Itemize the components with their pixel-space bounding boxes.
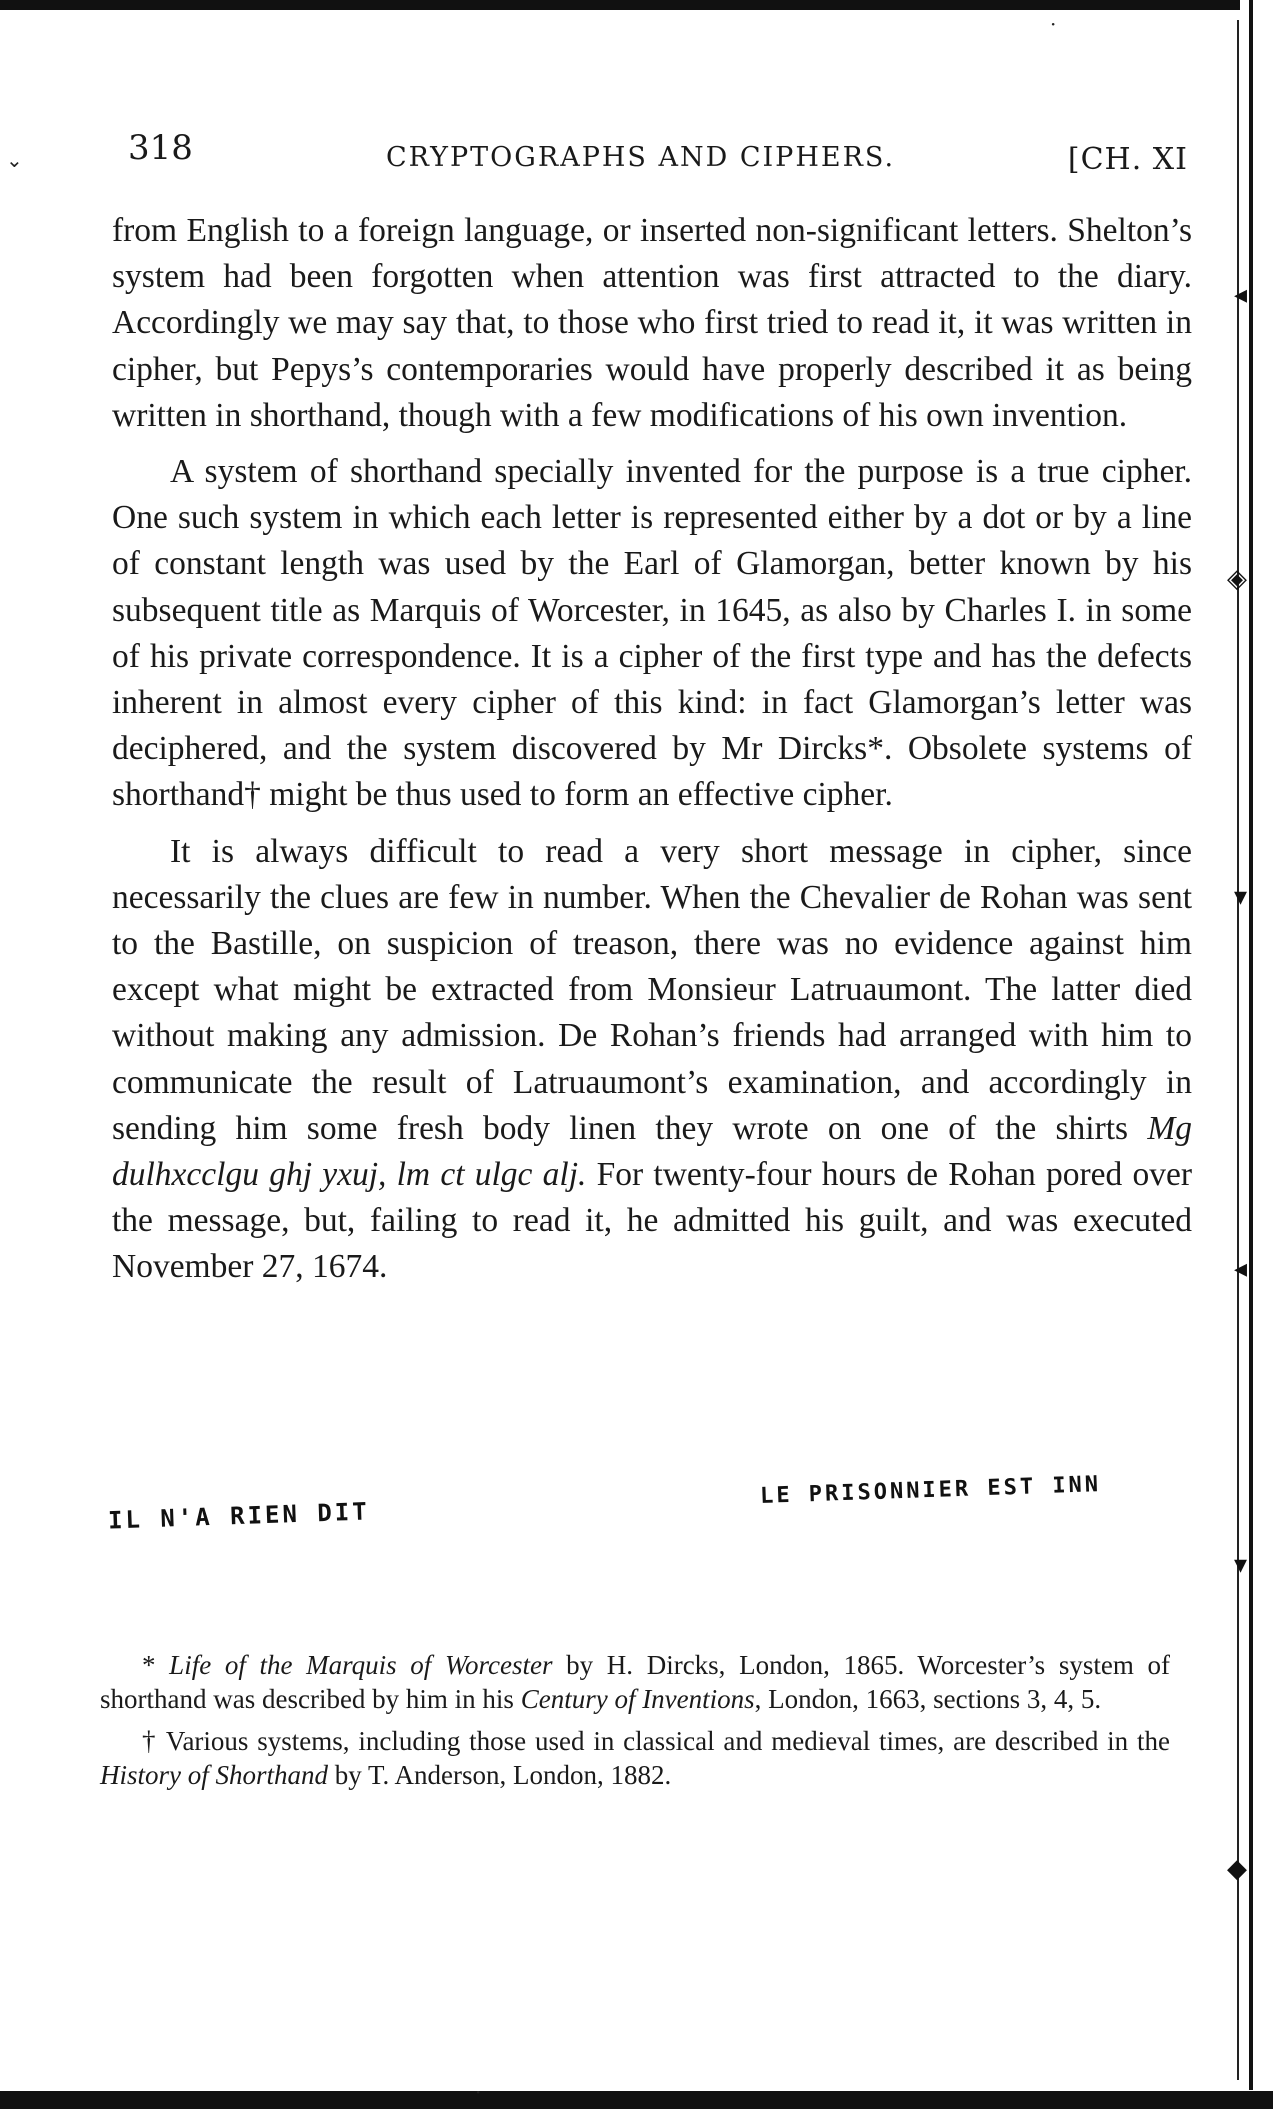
footnote-title: Century of Inventions (520, 1684, 755, 1714)
handwritten-annotation: LE PRISONNIER EST INN (759, 1472, 1102, 1509)
scan-speck: ⌄ (6, 148, 23, 172)
footnote-title: Life of the Marquis of Worcester (169, 1650, 553, 1680)
page-tab-mark-icon: ◈ (1227, 564, 1247, 594)
page-number: 318 (128, 128, 193, 168)
page-tab-mark-icon: ◂ (1233, 280, 1247, 310)
page-tab-mark-icon: ◂ (1233, 1254, 1247, 1284)
footnote-text: Various systems, including those used in classical and medieval times, are described in the (157, 1726, 1171, 1756)
scan-speck: · (475, 2080, 482, 2104)
chapter-label: [CH. XI (1067, 142, 1188, 177)
scan-right-inner-line (1237, 20, 1239, 2080)
footnote-1 (100, 1648, 1170, 1716)
page-tab-mark-icon: ▾ (1233, 1550, 1247, 1580)
footnote-2 (100, 1724, 1170, 1792)
footnote-marker: * (142, 1650, 156, 1680)
body-text (112, 208, 1192, 1291)
scan-top-border (0, 0, 1240, 10)
footnote-marker: † (142, 1726, 158, 1756)
paragraph-1: from English to a foreign language, or inserted non-significant letters. Shelton’s system had been forgotten when attention was first attracted to the diary. Accordingly we may say that, to those who first tried to read it, it was written in cipher, but Pepys’s contemporaries would have properly described it as being written in shorthand, though with a few modifications of his own invention. (112, 212, 1192, 434)
footnote-text: by H. Dircks, London, 1865. Worcester’s system of shorthand was described by him in his (100, 1650, 1171, 1714)
scan-speck: · (1050, 12, 1057, 36)
page-tab-mark-icon: ▾ (1233, 882, 1247, 912)
footnote-text: , London, 1663, sections 3, 4, 5. (754, 1684, 1102, 1714)
cipher-message: Mg dulhxcclgu ghj yxuj, lm ct ulgc alj. (112, 1109, 1192, 1194)
paragraph-3-tail: For twenty-four hours de Rohan pored over the message, but, failing to read it, he admitted his guilt, and was executed November 27, 1674. (112, 1156, 1192, 1286)
paragraph-3 (112, 829, 1192, 1291)
footnotes (100, 1648, 1170, 1792)
running-head: CRYPTOGRAPHS AND CIPHERS. (386, 142, 896, 173)
scan-bottom-border (0, 2091, 1273, 2109)
paragraph-3-lead: It is always difficult to read a very short message in cipher, since necessarily the clues are few in number. When the Chevalier de Rohan was sent to the Bastille, on suspicion of treason, there was no evidence against him except what might be extracted from Monsieur Latruaumont. The latter died without making any admission. De Rohan’s friends had arranged with him to communicate the result of Latruaumont’s examination, and accordingly in sending him some fresh body linen they wrote on one of the shirts (112, 832, 1192, 1147)
handwritten-annotation: IL N'A RIEN DIT (107, 1497, 371, 1535)
footnote-text: by T. Anderson, London, 1882. (328, 1760, 672, 1790)
page-tab-mark-icon: ◆ (1227, 1854, 1247, 1884)
footnote-title: History of Shorthand (100, 1760, 329, 1790)
page-header (128, 128, 1188, 188)
paragraph-2: A system of shorthand specially invented for the purpose is a true cipher. One such system in which each letter is represented either by a dot or by a line of constant length was used by the Earl of Glamorgan, better known by his subsequent title as Marquis of Worcester, in 1645, as also by Charles I. in some of his private correspondence. It is a cipher of the first type and has the defects inherent in almost every cipher of this kind: in fact Glamorgan’s letter was deciphered, and the system discovered by Mr Dircks*. Obsolete systems of shorthand† might be thus used to form an effective cipher. (112, 453, 1192, 814)
scan-right-border (1249, 0, 1253, 2090)
